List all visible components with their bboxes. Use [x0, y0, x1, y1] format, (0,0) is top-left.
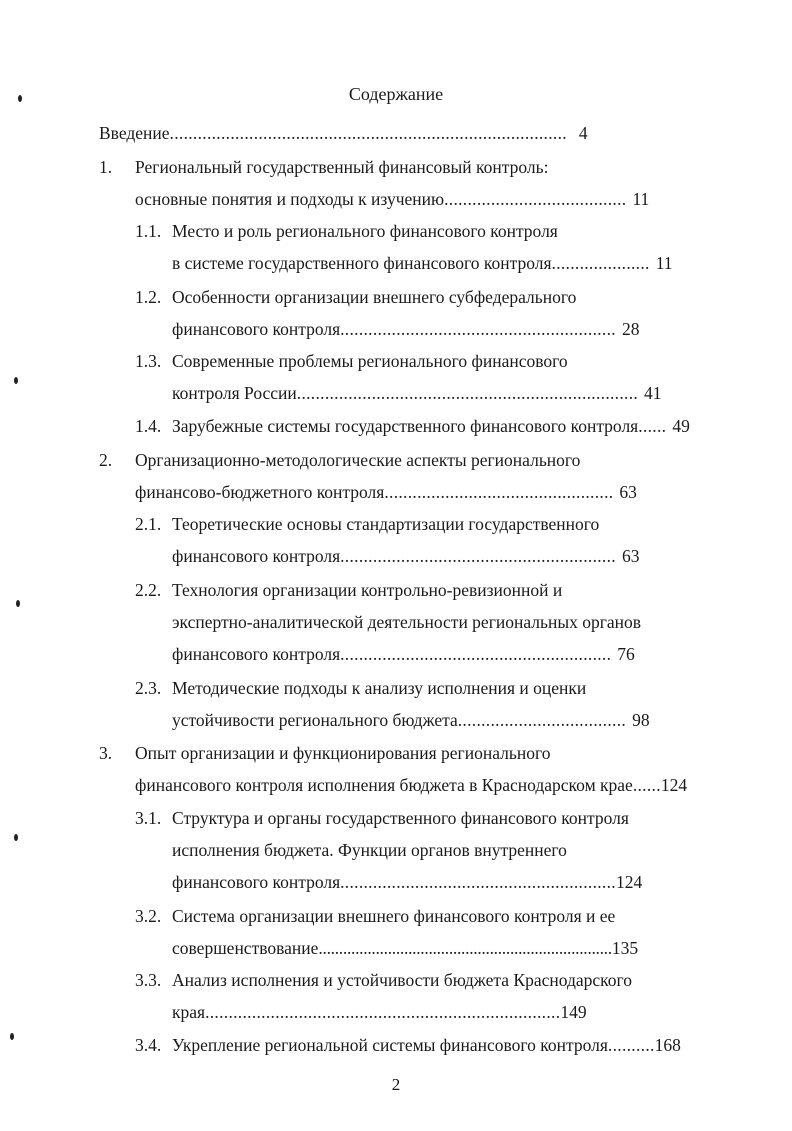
toc-entry-title-cont: финансового контроля исполнения бюджета в Краснодарском крае	[135, 775, 633, 795]
toc-entry-number: 3.4.	[135, 1035, 162, 1055]
toc-entry-line: основные понятия и подходы к изучению....................................... 11	[135, 189, 650, 209]
page-title: Содержание	[348, 84, 444, 104]
toc-entry-line: Зарубежные системы государственного финансового контроля...... 49	[172, 416, 690, 436]
toc-entry-number: 2.1.	[135, 514, 162, 534]
toc-entry-number: 3.3.	[135, 970, 162, 990]
toc-entry-page: 11	[655, 253, 673, 273]
toc-entry-number: 3.1.	[135, 808, 162, 828]
toc-entry-title-cont: исполнения бюджета. Функции органов внутреннего	[172, 840, 567, 860]
toc-entry-line: устойчивости регионального бюджета.................................... 98	[172, 710, 650, 730]
toc-entry-title: Особенности организации внешнего субфедерального	[172, 287, 577, 307]
toc-entry-line: финансового контроля исполнения бюджета в Краснодарском крае......124	[135, 775, 688, 795]
toc-entry-line: финансового контроля........................................................... 63	[172, 546, 640, 566]
toc-entry-line: финансового контроля.......................................................... 76	[172, 644, 635, 664]
toc-entry-number: 3.	[99, 743, 113, 763]
toc-entry-number: 1.1.	[135, 221, 162, 241]
toc-entry-1	[99, 155, 112, 179]
scan-speck	[10, 1033, 14, 1040]
toc-entry-line: в системе государственного финансового контроля..................... 11	[172, 253, 673, 273]
toc-entry-title-cont: устойчивости регионального бюджета	[172, 710, 458, 730]
toc-entry-title: Современные проблемы регионального финансового	[172, 351, 568, 371]
toc-entry-page: 49	[672, 416, 690, 436]
toc-entry-title-cont: в системе государственного финансового контроля	[172, 253, 552, 273]
toc-entry-page: 4	[578, 123, 588, 143]
toc-entry-line: финансового контроля........................................................... 28	[172, 319, 640, 339]
toc-entry-line: Укрепление региональной системы финансового контроля..........168	[172, 1035, 681, 1055]
toc-entry-title: Место и роль регионального финансового контроля	[172, 221, 558, 241]
toc-entry-line: совершенствование........................................................................135	[172, 938, 639, 958]
toc-entry-title: Зарубежные системы государственного финансового контроля	[172, 416, 639, 436]
toc-entry-title: Структура и органы государственного финансового контроля	[172, 808, 629, 828]
toc-entry-page: 124	[660, 775, 688, 795]
toc-entry-title: Система организации внешнего финансового контроля и ее	[172, 906, 616, 926]
toc-entry-page: 76	[617, 644, 635, 664]
toc-entry-number: 2.3.	[135, 678, 162, 698]
toc-entry-line: края............................................................................149	[172, 1002, 587, 1022]
toc-entry-number: 2.	[99, 450, 113, 470]
toc-entry-number: 2.2.	[135, 580, 162, 600]
toc-entry-title-cont: контроля России	[172, 383, 297, 403]
toc-entry-page: 149	[560, 1002, 587, 1022]
toc-entry-page: 168	[654, 1035, 681, 1055]
toc-entry-number: 1.	[99, 157, 113, 177]
toc-entry-page: 28	[621, 319, 640, 339]
toc-entry-title-cont: финансового контроля	[172, 319, 341, 339]
toc-entry-number: 1.4.	[135, 416, 162, 436]
toc-entry-title: Организационно-методологические аспекты регионального	[135, 450, 581, 470]
toc-entry-number: 3.2.	[135, 906, 162, 926]
toc-entry-title: Анализ исполнения и устойчивости бюджета Краснодарского	[172, 970, 633, 990]
scan-speck	[14, 377, 18, 384]
toc-entry-page: 41	[644, 383, 662, 403]
toc-entry-number: 1.3.	[135, 351, 162, 371]
toc-entry-title: Опыт организации и функционирования регионального	[135, 743, 551, 763]
scan-speck	[18, 95, 22, 102]
toc-entry-page: 98	[632, 710, 650, 730]
toc-entry-title: Методические подходы к анализу исполнения и оценки	[172, 678, 587, 698]
toc-entry-page: 63	[619, 482, 637, 502]
toc-entry-line: финансового контроля...........................................................124	[172, 872, 643, 892]
toc-entry-title-cont: финансового контроля	[172, 546, 341, 566]
toc-entry-title-cont: экспертно-аналитической деятельности региональных органов	[172, 612, 642, 632]
toc-entry-line: контроля России......................................................................... 41	[172, 383, 662, 403]
toc-entry-title: Региональный государственный финансовый контроль:	[135, 157, 549, 177]
toc-entry-page: 11	[632, 189, 650, 209]
toc-entry-intro: Введение..................................................................................... 4	[99, 123, 588, 143]
toc-entry-title-cont: финансового контроля	[172, 872, 341, 892]
toc-entry-title: Введение	[99, 123, 170, 143]
scan-speck	[16, 600, 20, 607]
toc-entry-page: 124	[615, 872, 643, 892]
toc-entry-title: Теоретические основы стандартизации государственного	[172, 514, 600, 534]
toc-entry-title-cont: основные понятия и подходы к изучению	[135, 189, 445, 209]
toc-entry-title: Укрепление региональной системы финансового контроля	[172, 1035, 608, 1055]
toc-entry-line: финансово-бюджетного контроля................................................. 63	[135, 482, 637, 502]
toc-entry-title-cont: финансово-бюджетного контроля	[135, 482, 385, 502]
toc-entry-page: 135	[611, 938, 639, 958]
page-number: 2	[391, 1075, 401, 1094]
toc-entry-number: 1.2.	[135, 287, 162, 307]
toc-entry-title-cont: края	[172, 1002, 206, 1022]
toc-entry-title-cont: финансового контроля	[172, 644, 341, 664]
toc-entry-page: 63	[621, 546, 640, 566]
toc-entry-title: Технология организации контрольно-ревизионной и	[172, 580, 563, 600]
scan-speck	[14, 834, 18, 841]
toc-entry-title-cont: совершенствование	[172, 938, 319, 958]
